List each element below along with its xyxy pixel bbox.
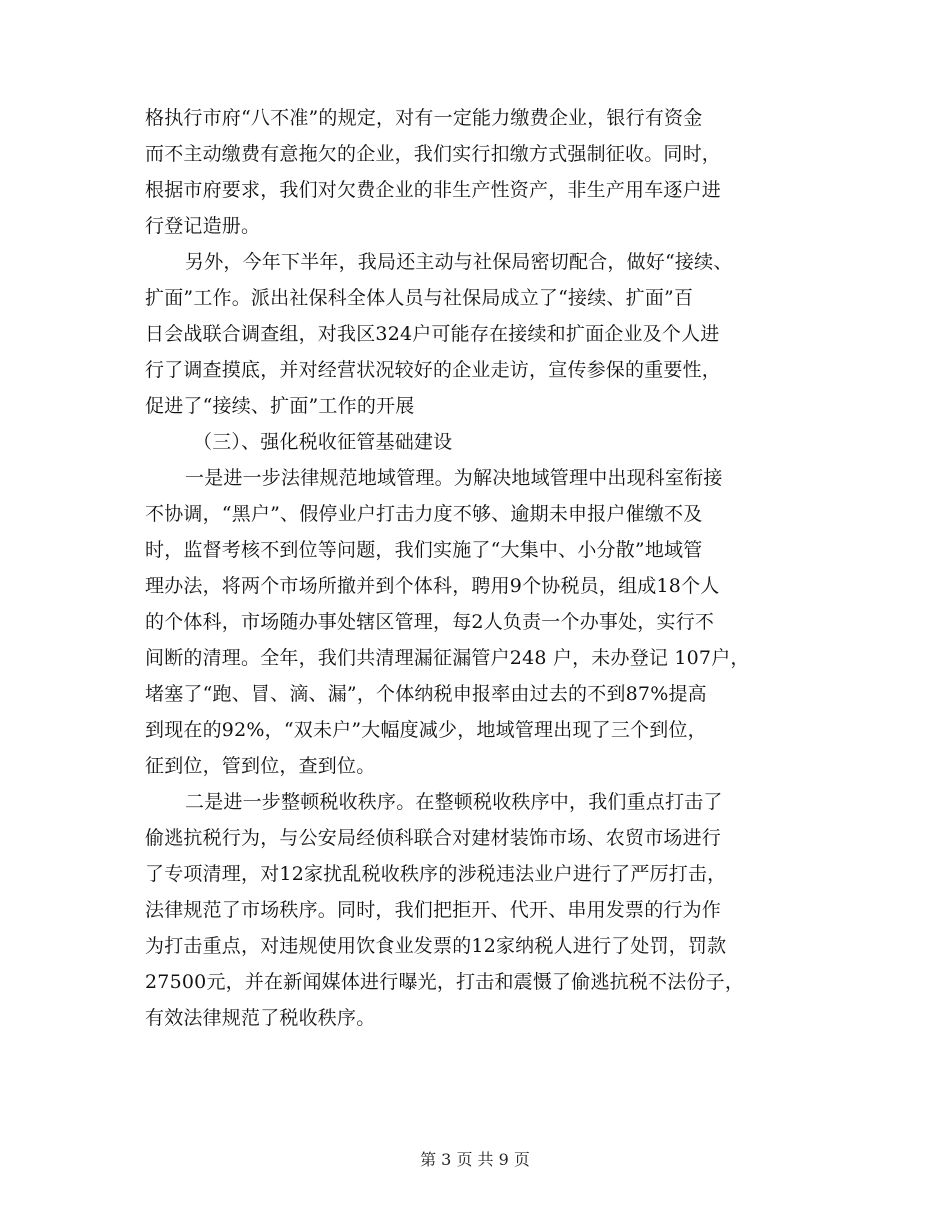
document-body bbox=[145, 100, 815, 1036]
paragraph-line: 行了调查摸底，并对经营状况较好的企业走访，宣传参保的重要性， bbox=[145, 359, 722, 381]
paragraph-line: 不协调，“黑户”、假停业户打击力度不够、逾期未申报户催缴不及 bbox=[145, 503, 703, 525]
paragraph-line: 27500元，并在新闻媒体进行曝光，打击和震慑了偷逃抗税不法份子， bbox=[145, 971, 745, 993]
paragraph-line: 而不主动缴费有意拖欠的企业，我们实行扣缴方式强制征收。同时， bbox=[145, 143, 722, 165]
paragraph-line: 二是进一步整顿税收秩序。在整顿税收秩序中，我们重点打击了 bbox=[185, 791, 723, 813]
paragraph-line: 为打击重点，对违规使用饮食业发票的12家纳税人进行了处罚，罚款 bbox=[145, 935, 727, 957]
paragraph-line: 了专项清理，对12家扰乱税收秩序的涉税违法业户进行了严厉打击， bbox=[145, 863, 727, 885]
paragraph-line: 根据市府要求，我们对欠费企业的非生产性资产，非生产用车逐户进 bbox=[145, 179, 722, 201]
paragraph-line: 促进了“接续、扩面”工作的开展 bbox=[145, 395, 415, 417]
paragraph-line: 堵塞了“跑、冒、滴、漏”，个体纳税申报率由过去的不到87%提高 bbox=[145, 683, 707, 705]
paragraph-line: 行登记造册。 bbox=[145, 215, 261, 237]
paragraph-line: 格执行市府“八不准”的规定，对有一定能力缴费企业，银行有资金 bbox=[145, 107, 703, 129]
paragraph-line: 扩面”工作。派出社保科全体人员与社保局成立了“接续、扩面”百 bbox=[145, 287, 694, 309]
paragraph-line: 时，监督考核不到位等问题，我们实施了“大集中、小分散”地域管 bbox=[145, 539, 703, 561]
page-number-footer: 第 3 页 共 9 页 bbox=[420, 1150, 530, 1169]
paragraph-line: 征到位，管到位，查到位。 bbox=[145, 755, 376, 777]
paragraph-line: 一是进一步法律规范地域管理。为解决地域管理中出现科室衔接 bbox=[185, 467, 723, 489]
paragraph-line: 法律规范了市场秩序。同时，我们把拒开、代开、串用发票的行为作 bbox=[145, 899, 722, 921]
paragraph-line: 偷逃抗税行为，与公安局经侦科联合对建材装饰市场、农贸市场进行 bbox=[145, 827, 722, 849]
paragraph-line: 的个体科，市场随办事处辖区管理，每2人负责一个办事处，实行不 bbox=[145, 611, 715, 633]
paragraph-line: 日会战联合调查组，对我区324户可能存在接续和扩面企业及个人进 bbox=[145, 323, 720, 345]
paragraph-line: 另外，今年下半年，我局还主动与社保局密切配合，做好“接续、 bbox=[185, 251, 733, 273]
paragraph-line: 理办法，将两个市场所撤并到个体科，聘用9个协税员，组成18个人 bbox=[145, 575, 720, 597]
section-heading: （三）、强化税收征管基础建设 bbox=[193, 431, 453, 453]
paragraph-line: 有效法律规范了税收秩序。 bbox=[145, 1007, 376, 1029]
paragraph-line: 到现在的92%，“双未户”大幅度减少，地域管理出现了三个到位， bbox=[145, 719, 707, 741]
paragraph-line: 间断的清理。全年，我们共清理漏征漏管户248 户，未办登记 107户， bbox=[145, 647, 750, 669]
